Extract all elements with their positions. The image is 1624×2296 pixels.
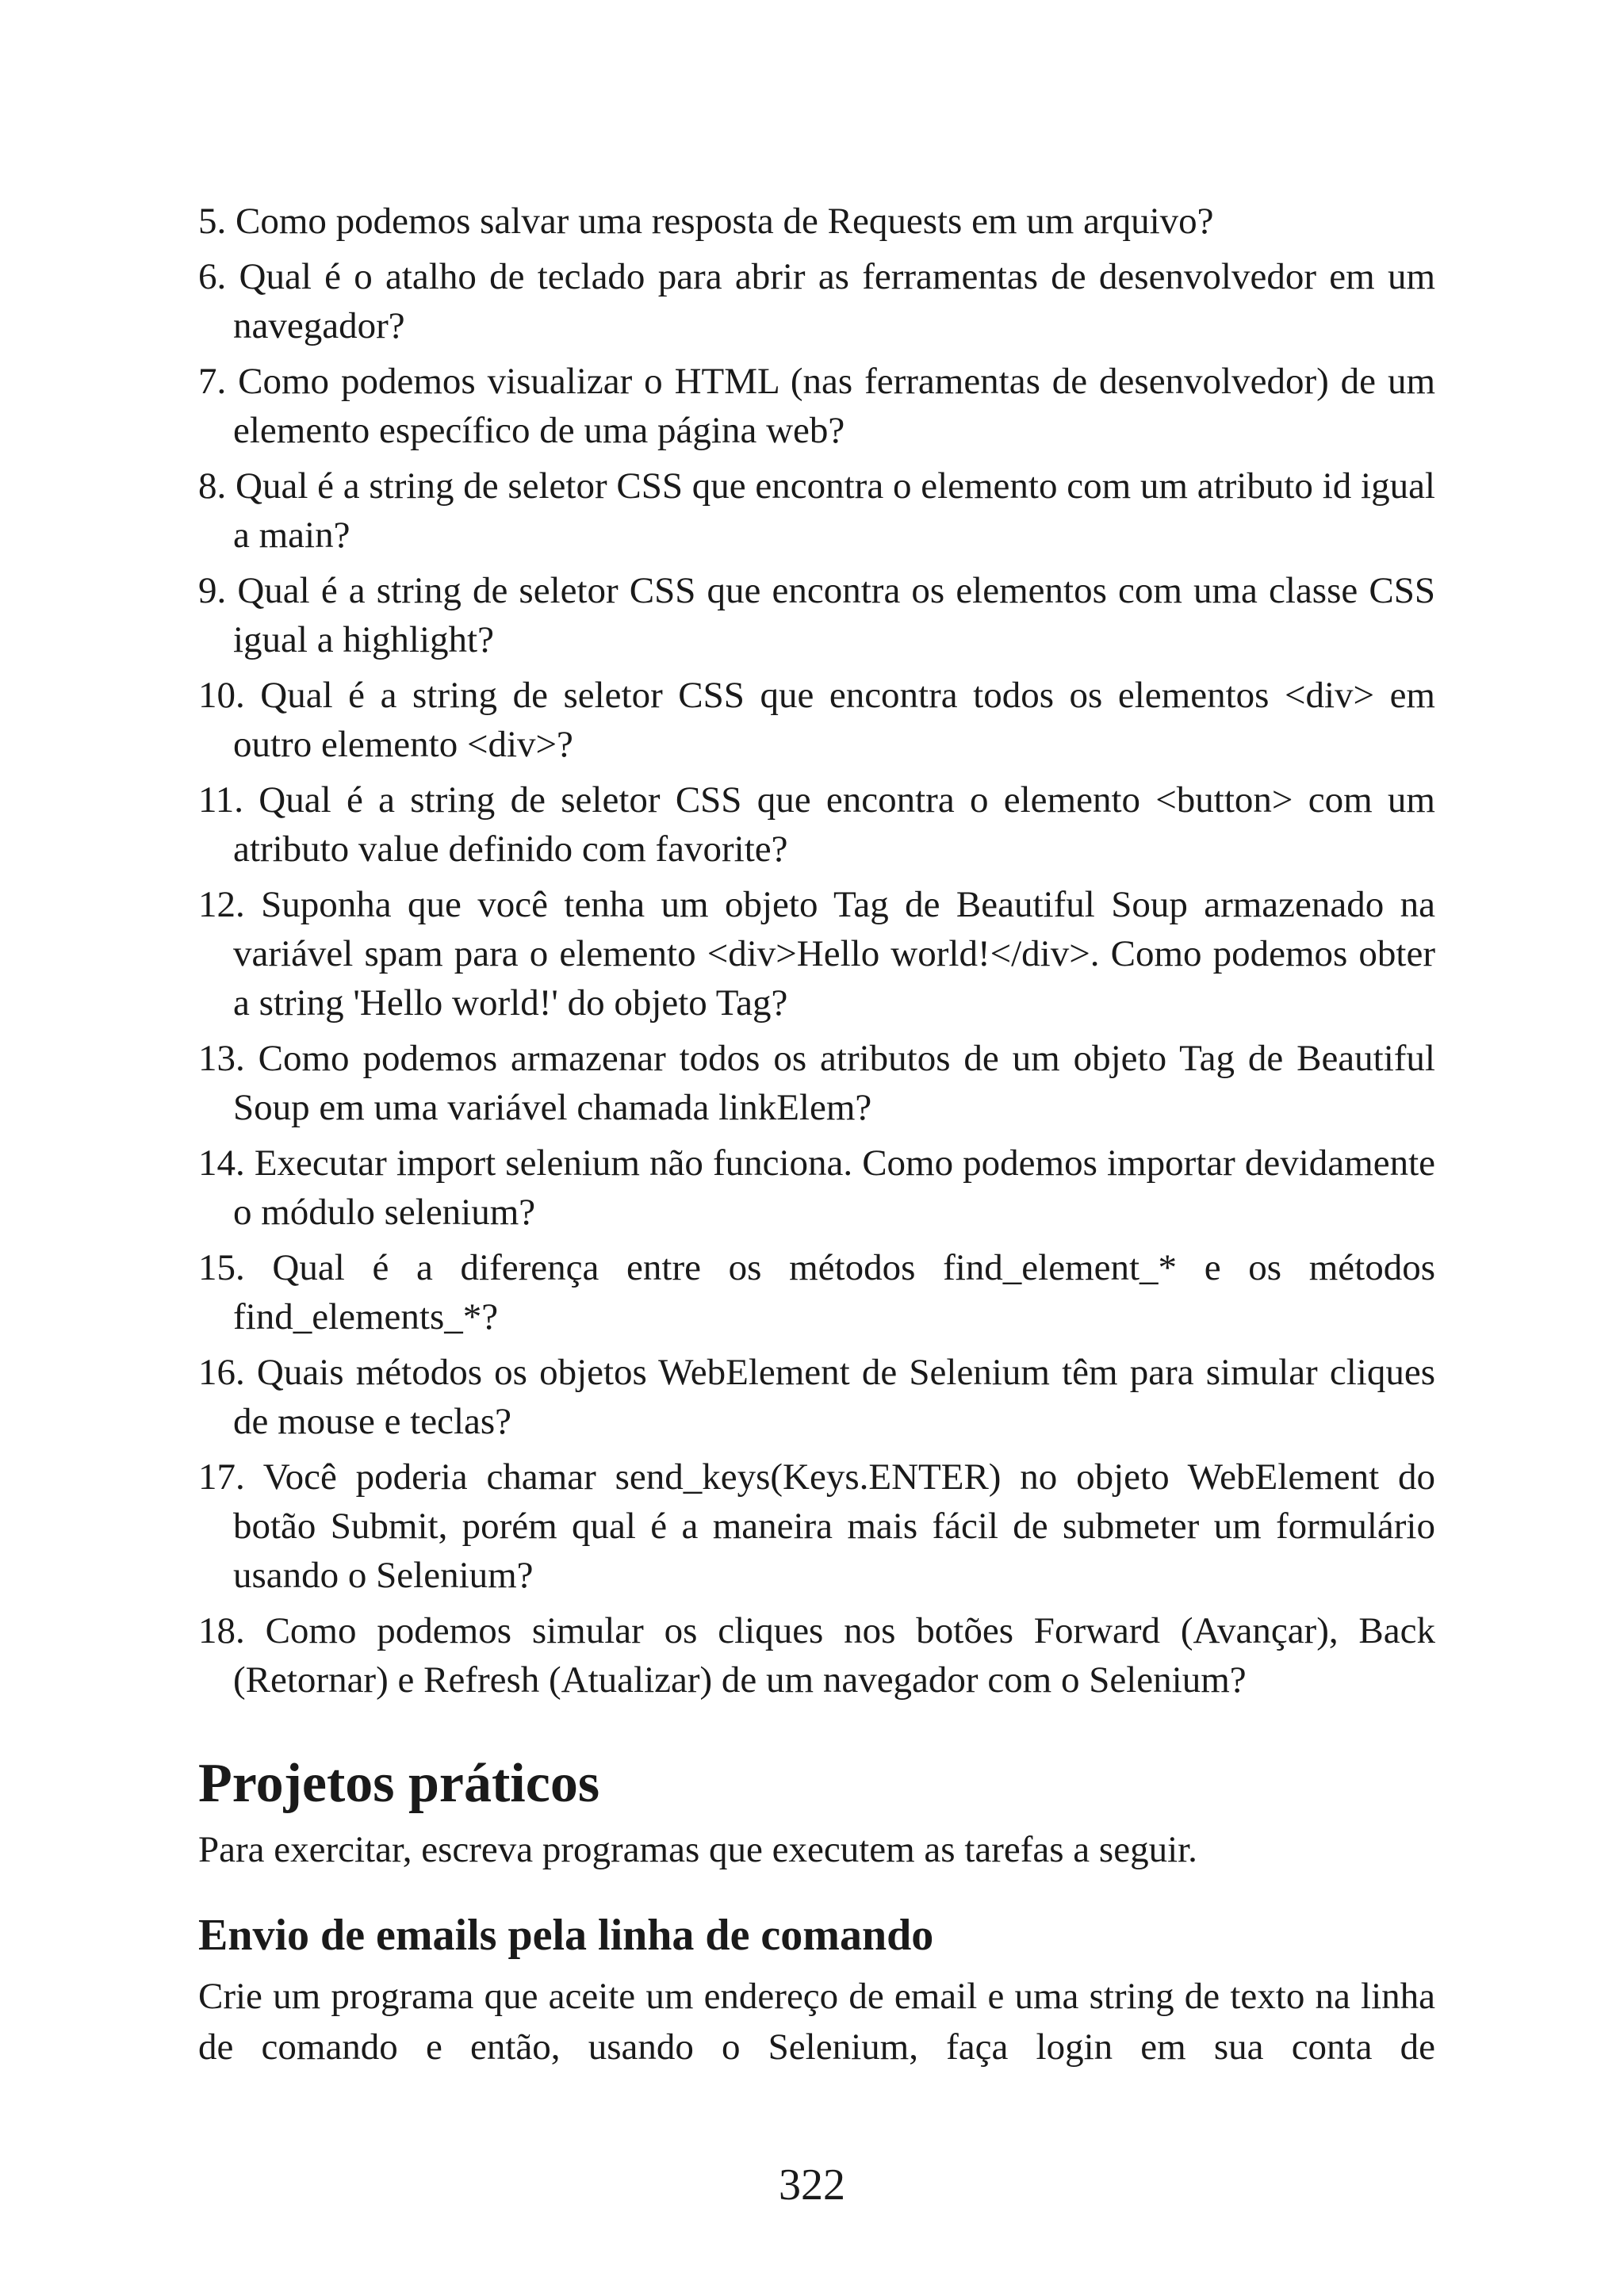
page-content: [198, 197, 1435, 2072]
question-16: 16. Quais métodos os objetos WebElement de Selenium têm para simular cliques de mouse e teclas?: [198, 1352, 1435, 1442]
question-17: 17. Você poderia chamar send_keys(Keys.ENTER) no objeto WebElement do botão Submit, porém qual é a maneira mais fácil de submeter um formulário usando o Selenium?: [198, 1456, 1435, 1596]
question-6: 6. Qual é o atalho de teclado para abrir as ferramentas de desenvolvedor em um navegador?: [198, 256, 1435, 346]
question-9: 9. Qual é a string de seletor CSS que encontra os elementos com uma classe CSS igual a highlight?: [198, 570, 1435, 660]
question-7: 7. Como podemos visualizar o HTML (nas ferramentas de desenvolvedor) de um elemento específico de uma página web?: [198, 361, 1435, 451]
section-intro: Para exercitar, escreva programas que executem as tarefas a seguir.: [198, 1829, 1197, 1870]
question-14: 14. Executar import selenium não funciona. Como podemos importar devidamente o módulo selenium?: [198, 1142, 1435, 1233]
subsection-title: Envio de emails pela linha de comando: [198, 1911, 934, 1960]
question-11: 11. Qual é a string de seletor CSS que encontra o elemento <button> com um atributo value definido com favorite?: [198, 779, 1435, 870]
question-15: 15. Qual é a diferença entre os métodos find_element_* e os métodos find_elements_*?: [198, 1247, 1435, 1337]
subsection-paragraph: Crie um programa que aceite um endereço de email e uma string de texto na linha de comando e então, usando o Selenium, faça login em sua conta de: [198, 1976, 1435, 2068]
question-18: 18. Como podemos simular os cliques nos botões Forward (Avançar), Back (Retornar) e Refresh (Atualizar) de um navegador com o Selenium?: [198, 1610, 1435, 1701]
page-number: 322: [779, 2160, 845, 2210]
question-5: 5. Como podemos salvar uma resposta de Requests em um arquivo?: [198, 201, 1214, 242]
review-questions-list: [198, 197, 1435, 1705]
section-title: Projetos práticos: [198, 1753, 600, 1814]
question-12: 12. Suponha que você tenha um objeto Tag de Beautiful Soup armazenado na variável spam para o elemento <div>Hello world!</div>. Como podemos obter a string 'Hello world!' do objeto Tag?: [198, 884, 1435, 1024]
question-8: 8. Qual é a string de seletor CSS que encontra o elemento com um atributo id igual a main?: [198, 465, 1435, 556]
question-13: 13. Como podemos armazenar todos os atributos de um objeto Tag de Beautiful Soup em uma variável chamada linkElem?: [198, 1038, 1435, 1128]
question-10: 10. Qual é a string de seletor CSS que encontra todos os elementos <div> em outro elemento <div>?: [198, 675, 1435, 765]
